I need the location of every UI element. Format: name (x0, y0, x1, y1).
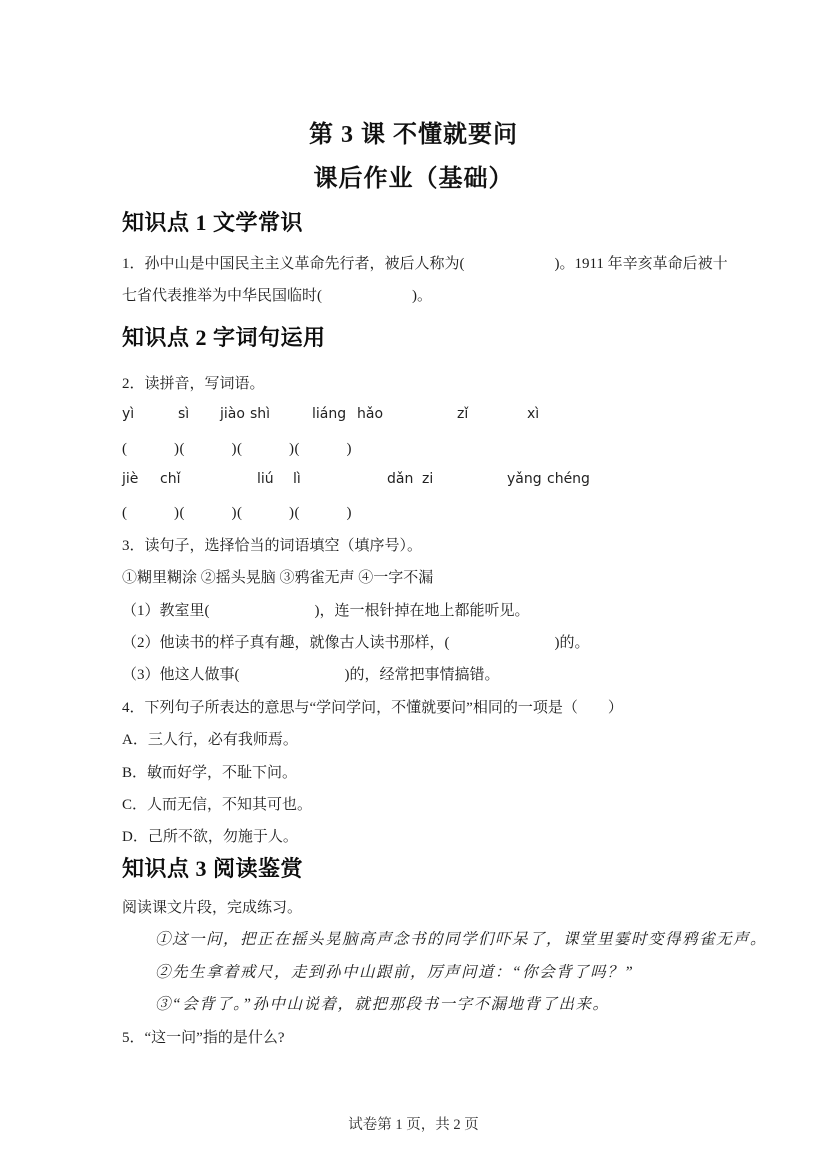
question-4-label: 4．下列句子所表达的意思与“学问学问，不懂就要问”相同的一项是（ ） (122, 699, 623, 716)
reading-instruction: 阅读课文片段，完成练习。 (122, 899, 303, 916)
worksheet-subtitle: 课后作业（基础） (313, 166, 514, 192)
question-4-choice-b: B．敏而好学，不耻下问。 (122, 764, 298, 781)
question-2-label: 2．读拼音，写词语。 (122, 375, 265, 392)
section-heading-literary-knowledge: 知识点 1 文学常识 (122, 210, 304, 235)
question-3-label: 3．读句子，选择恰当的词语填空（填序号）。 (122, 537, 423, 554)
passage-sentence-1: ①这一问，把正在摇头晃脑高声念书的同学们吓呆了，课堂里霎时变得鸦雀无声。 (155, 931, 768, 949)
pinyin-syllable: yǎng (507, 471, 542, 488)
question-1-line-1: 1．孙中山是中国民主主义革命先行者，被后人称为( )。1911 年辛亥革命后被十 (122, 256, 728, 272)
pinyin-syllable: zǐ (457, 406, 469, 423)
lesson-title: 第 3 课 不懂就要问 (309, 122, 518, 148)
pinyin-syllable: shì (250, 406, 271, 423)
question-4-choice-a: A．三人行，必有我师焉。 (122, 732, 298, 749)
pinyin-syllable: chéng (547, 471, 590, 488)
page-footer: 试卷第 1 页，共 2 页 (348, 1117, 479, 1133)
question-1-line-2: 七省代表推举为中华民国临时( )。 (122, 288, 432, 305)
question-3-item-1: （1）教室里( )，连一根针掉在地上都能听见。 (122, 602, 530, 619)
pinyin-syllable: yì (122, 406, 135, 423)
passage-sentence-3: ③“会背了。”孙中山说着，就把那段书一字不漏地背了出来。 (155, 996, 610, 1014)
pinyin-syllable: jiè (122, 471, 139, 488)
pinyin-syllable: sì (178, 406, 190, 423)
pinyin-syllable: liáng (312, 406, 347, 423)
question-3-word-options: ①糊里糊涂 ②摇头晃脑 ③鸦雀无声 ④一字不漏 (122, 570, 434, 587)
pinyin-syllable: hǎo (357, 406, 384, 423)
question-3-item-2: （2）他读书的样子真有趣，就像古人读书那样，( )的。 (122, 635, 590, 652)
question-3-item-3: （3）他这人做事( )的，经常把事情搞错。 (122, 667, 500, 684)
question-5: 5．“这一问”指的是什么? (122, 1029, 285, 1046)
pinyin-row-1 (122, 400, 747, 432)
answer-brackets-row-1: ( )( )( )( ) (122, 440, 352, 457)
passage-sentence-2: ②先生拿着戒尺，走到孙中山跟前，厉声问道：“你会背了吗？” (155, 963, 635, 981)
section-heading-reading-appreciation: 知识点 3 阅读鉴赏 (122, 855, 304, 881)
pinyin-syllable: zi (422, 471, 434, 488)
pinyin-syllable: jiào (220, 406, 245, 423)
pinyin-syllable: xì (527, 406, 540, 423)
answer-brackets-row-2: ( )( )( )( ) (122, 505, 352, 522)
pinyin-syllable: liú (257, 471, 274, 488)
pinyin-syllable: lì (293, 471, 301, 488)
pinyin-row-2 (122, 465, 747, 497)
section-heading-word-usage: 知识点 2 字词句运用 (122, 324, 326, 350)
question-4-choice-c: C．人而无信，不知其可也。 (122, 797, 313, 814)
pinyin-syllable: dǎn (387, 471, 414, 488)
pinyin-syllable: chǐ (160, 471, 181, 488)
question-4-choice-d: D．己所不欲，勿施于人。 (122, 829, 298, 846)
